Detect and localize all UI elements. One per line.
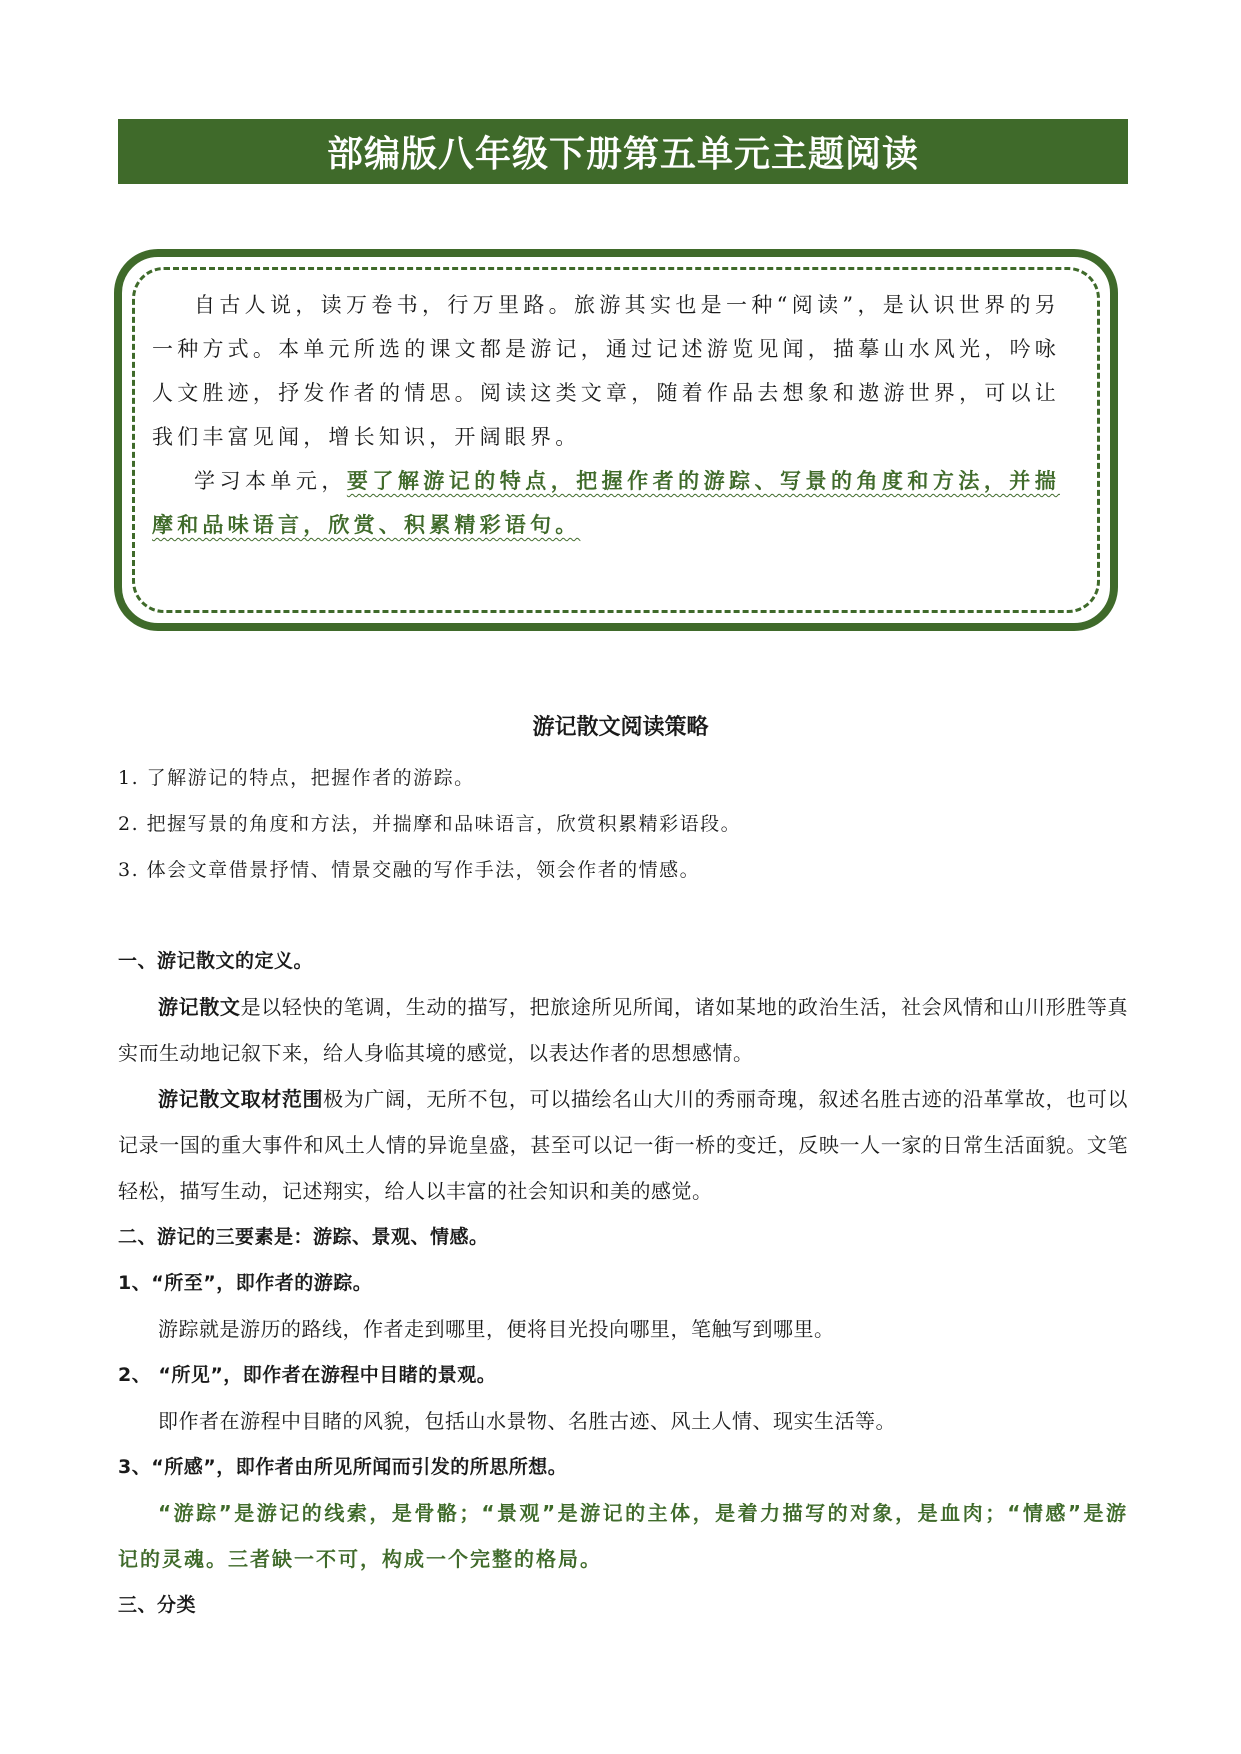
list-item: 1. 了解游记的特点，把握作者的游踪。 xyxy=(118,767,475,789)
title-banner xyxy=(118,119,1128,184)
section-3-heading: 三、分类 xyxy=(118,1594,197,1616)
intro-paragraph-2 xyxy=(152,459,1060,547)
section-1-heading: 一、游记散文的定义。 xyxy=(118,950,314,972)
section-2-heading: 二、游记的三要素是：游踪、景观、情感。 xyxy=(118,1226,489,1248)
section-1-paragraph-2 xyxy=(118,1076,1128,1214)
intro-highlight: 要了解游记的特点，把握作者的游踪、写景的角度和方法，并揣摩和品味语言，欣赏、积累精彩语句。 xyxy=(152,468,1060,537)
term-bold: 游记散文取材范围 xyxy=(158,1087,324,1111)
paragraph-text: 极为广阔，无所不包，可以描绘名山大川的秀丽奇瑰，叙述名胜古迹的沿革掌故，也可以记录一国的重大事件和风土人情的异诡皇盛，甚至可以记一街一桥的变迁，反映一人一家的日常生活面貌。文笔轻松，描写生动，记述翔实，给人以丰富的社会知识和美的感觉。 xyxy=(118,1087,1129,1203)
element-2-heading: 2、 “所见”，即作者在游程中目睹的景观。 xyxy=(118,1364,497,1386)
strategy-title: 游记散文阅读策略 xyxy=(532,715,709,740)
strategy-list xyxy=(118,755,1118,893)
list-item: 3. 体会文章借景抒情、情景交融的写作手法，领会作者的情感。 xyxy=(118,859,701,881)
element-1-text: 游踪就是游历的路线，作者走到哪里，便将目光投向哪里，笔触写到哪里。 xyxy=(158,1317,835,1341)
elements-summary: “游踪”是游记的线索，是骨骼；“景观”是游记的主体，是着力描写的对象，是血肉；“情感”是游记的灵魂。三者缺一不可，构成一个完整的格局。 xyxy=(118,1501,1128,1571)
page-title: 部编版八年级下册第五单元主题阅读 xyxy=(326,134,919,175)
term-bold: 游记散文 xyxy=(158,995,241,1019)
element-1-heading: 1、“所至”，即作者的游踪。 xyxy=(118,1272,373,1294)
article-body xyxy=(118,938,1128,1628)
intro-paragraph-2-lead: 学习本单元， xyxy=(194,469,347,493)
list-item: 2. 把握写景的角度和方法，并揣摩和品味语言，欣赏积累精彩语段。 xyxy=(118,813,742,835)
paragraph-text: 是以轻快的笔调，生动的描写，把旅途所见所闻，诸如某地的政治生活，社会风情和山川形胜等真实而生动地记叙下来，给人身临其境的感觉，以表达作者的思想感情。 xyxy=(118,995,1129,1065)
intro-paragraph-1: 自古人说，读万卷书，行万里路。旅游其实也是一种“阅读”，是认识世界的另一种方式。本单元所选的课文都是游记，通过记述游览见闻，描摹山水风光，吟咏人文胜迹，抒发作者的情思。阅读这类文章，随着作品去想象和遨游世界，可以让我们丰富见闻，增长知识，开阔眼界。 xyxy=(152,293,1060,449)
section-1-paragraph-1 xyxy=(118,984,1128,1076)
element-2-text: 即作者在游程中目睹的风貌，包括山水景物、名胜古迹、风土人情、现实生活等。 xyxy=(158,1409,896,1433)
intro-text xyxy=(152,283,1060,547)
element-3-heading: 3、“所感”，即作者由所见所闻而引发的所思所想。 xyxy=(118,1456,568,1478)
